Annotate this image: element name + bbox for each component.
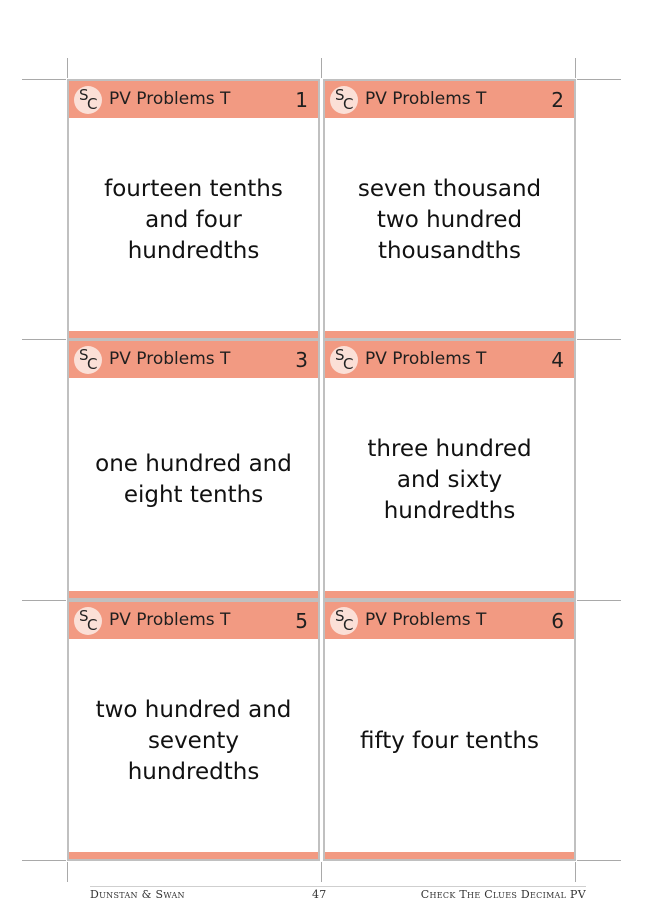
card-2 [323, 79, 576, 340]
crop-mark [22, 339, 66, 340]
sc-logo-icon: S C [74, 607, 102, 635]
sc-logo-icon: S C [330, 607, 358, 635]
footer-book-title: Check The Clues Decimal PV [420, 888, 586, 901]
crop-mark [22, 860, 66, 861]
crop-mark [22, 79, 66, 80]
card-number: 6 [551, 609, 564, 633]
card-body [69, 639, 318, 851]
card-title: PV Problems T [365, 89, 487, 109]
card-1 [67, 79, 320, 340]
card-text: seven thousand two hundred thousandths [357, 175, 542, 264]
crop-mark [577, 600, 621, 601]
card-number: 5 [295, 609, 308, 633]
card-footer-strip [69, 331, 318, 338]
card-title: PV Problems T [109, 89, 231, 109]
card-text: one hundred and eight tenths [95, 451, 292, 508]
footer-page-number: 47 [312, 888, 327, 901]
crop-mark [67, 862, 68, 882]
crop-mark [577, 860, 621, 861]
card-footer-strip [69, 852, 318, 859]
card-3 [67, 339, 320, 600]
card-body [325, 378, 574, 590]
page-footer [90, 886, 586, 905]
crop-mark [577, 339, 621, 340]
card-footer-strip [325, 331, 574, 338]
card-header [69, 602, 318, 639]
card-number: 3 [295, 348, 308, 372]
card-text: fifty four tenths [360, 727, 539, 754]
card-text: two hundred and seventy hundredths [95, 696, 292, 785]
card-4 [323, 339, 576, 600]
card-5 [67, 600, 320, 861]
crop-mark [575, 862, 576, 882]
card-title: PV Problems T [365, 349, 487, 369]
card-body [325, 118, 574, 330]
card-body [325, 639, 574, 851]
card-text: three hundred and sixty hundredths [367, 435, 532, 524]
card-title: PV Problems T [365, 610, 487, 630]
crop-mark [22, 600, 66, 601]
crop-mark [321, 58, 322, 78]
card-header [325, 341, 574, 378]
card-number: 4 [551, 348, 564, 372]
card-text: fourteen tenths and four hundredths [104, 175, 283, 264]
sc-logo-icon: S C [74, 86, 102, 114]
card-footer-strip [69, 591, 318, 598]
card-footer-strip [325, 852, 574, 859]
card-body [69, 378, 318, 590]
card-body [69, 118, 318, 330]
card-header [325, 602, 574, 639]
crop-mark [67, 58, 68, 78]
crop-mark [577, 79, 621, 80]
card-footer-strip [325, 591, 574, 598]
sc-logo-icon: S C [330, 86, 358, 114]
sc-logo-icon: S C [330, 346, 358, 374]
card-title: PV Problems T [109, 349, 231, 369]
card-number: 2 [551, 88, 564, 112]
footer-publisher: Dunstan & Swan [90, 888, 185, 901]
crop-mark [575, 58, 576, 78]
card-header [69, 81, 318, 118]
card-6 [323, 600, 576, 861]
card-header [325, 81, 574, 118]
sc-logo-icon: S C [74, 346, 102, 374]
crop-mark [321, 862, 322, 882]
card-number: 1 [295, 88, 308, 112]
card-header [69, 341, 318, 378]
card-title: PV Problems T [109, 610, 231, 630]
